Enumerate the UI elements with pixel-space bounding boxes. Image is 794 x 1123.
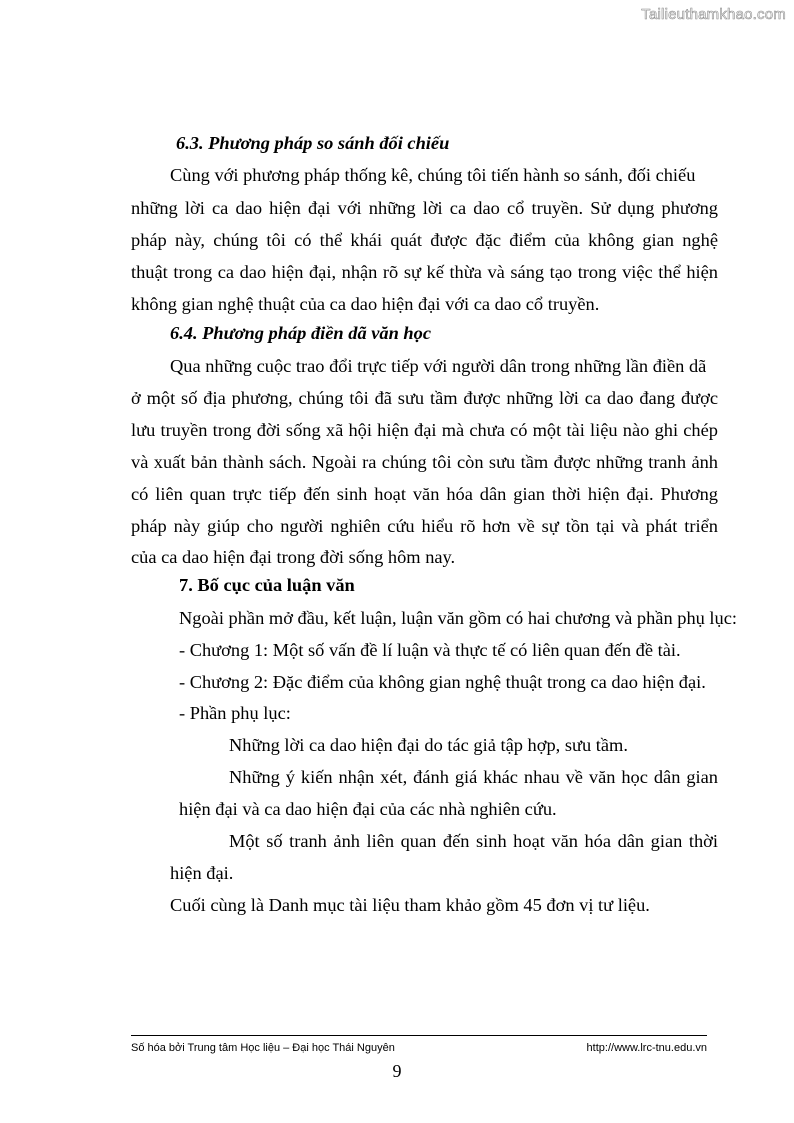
page-number: 9 <box>392 1061 402 1081</box>
paragraph-line: những lời ca dao hiện đại với những lời ca dao cổ truyền. Sử dụng phương <box>131 198 718 218</box>
paragraph-line: Cùng với phương pháp thống kê, chúng tôi tiến hành so sánh, đối chiếu <box>170 165 696 185</box>
paragraph-line: có liên quan trực tiếp đến sinh hoạt văn hóa dân gian thời hiện đại. Phương <box>131 484 718 504</box>
section-heading-6-3: 6.3. Phương pháp so sánh đối chiếu <box>176 133 450 153</box>
paragraph-line: Qua những cuộc trao đổi trực tiếp với người dân trong những lần điền dã <box>170 356 707 376</box>
paragraph-line: của ca dao hiện đại trong đời sống hôm nay. <box>131 547 456 567</box>
appendix-item-cont: hiện đại và ca dao hiện đại của các nhà nghiên cứu. <box>179 799 557 819</box>
paragraph-line: ở một số địa phương, chúng tôi đã sưu tầm được những lời ca dao đang được <box>131 388 718 408</box>
section-heading-7: 7. Bố cục của luận văn <box>179 575 355 595</box>
paragraph-line: pháp này, chúng tôi có thể khái quát được đặc điểm của không gian nghệ <box>131 230 718 250</box>
footer-divider <box>131 1035 707 1036</box>
paragraph-line: lưu truyền trong đời sống xã hội hiện đại mà chưa có một tài liệu nào ghi chép <box>131 420 718 440</box>
watermark: Tailieuthamkhao.com <box>641 6 786 23</box>
paragraph-line: không gian nghệ thuật của ca dao hiện đại với ca dao cổ truyền. <box>131 294 600 314</box>
paragraph-line: Cuối cùng là Danh mục tài liệu tham khảo gồm 45 đơn vị tư liệu. <box>170 895 650 915</box>
section-heading-6-4: 6.4. Phương pháp điền dã văn học <box>170 323 432 343</box>
appendix-item: Những ý kiến nhận xét, đánh giá khác nhau về văn học dân gian <box>229 767 718 787</box>
paragraph-line: pháp này giúp cho người nghiên cứu hiểu rõ hơn về sự tồn tại và phát triển <box>131 516 718 536</box>
appendix-item: Một số tranh ảnh liên quan đến sinh hoạt văn hóa dân gian thời <box>229 831 718 851</box>
footer-url: http://www.lrc-tnu.edu.vn <box>586 1042 707 1054</box>
footer-source: Số hóa bởi Trung tâm Học liệu – Đại học Thái Nguyên <box>131 1042 395 1054</box>
paragraph-line: thuật trong ca dao hiện đại, nhận rõ sự kế thừa và sáng tạo trong việc thể hiện <box>131 262 718 282</box>
list-item-phu-luc: - Phần phụ lục: <box>179 703 291 723</box>
list-item-chuong-1: - Chương 1: Một số vấn đề lí luận và thực tế có liên quan đến đề tài. <box>179 640 681 660</box>
paragraph-line: Ngoài phần mở đầu, kết luận, luận văn gồm có hai chương và phần phụ lục: <box>179 608 738 628</box>
appendix-item-cont: hiện đại. <box>170 863 234 883</box>
list-item-chuong-2: - Chương 2: Đặc điểm của không gian nghệ thuật trong ca dao hiện đại. <box>179 672 706 692</box>
appendix-item: Những lời ca dao hiện đại do tác giả tập hợp, sưu tầm. <box>229 735 628 755</box>
paragraph-line: và xuất bản thành sách. Ngoài ra chúng tôi còn sưu tầm được những tranh ảnh <box>131 452 718 472</box>
